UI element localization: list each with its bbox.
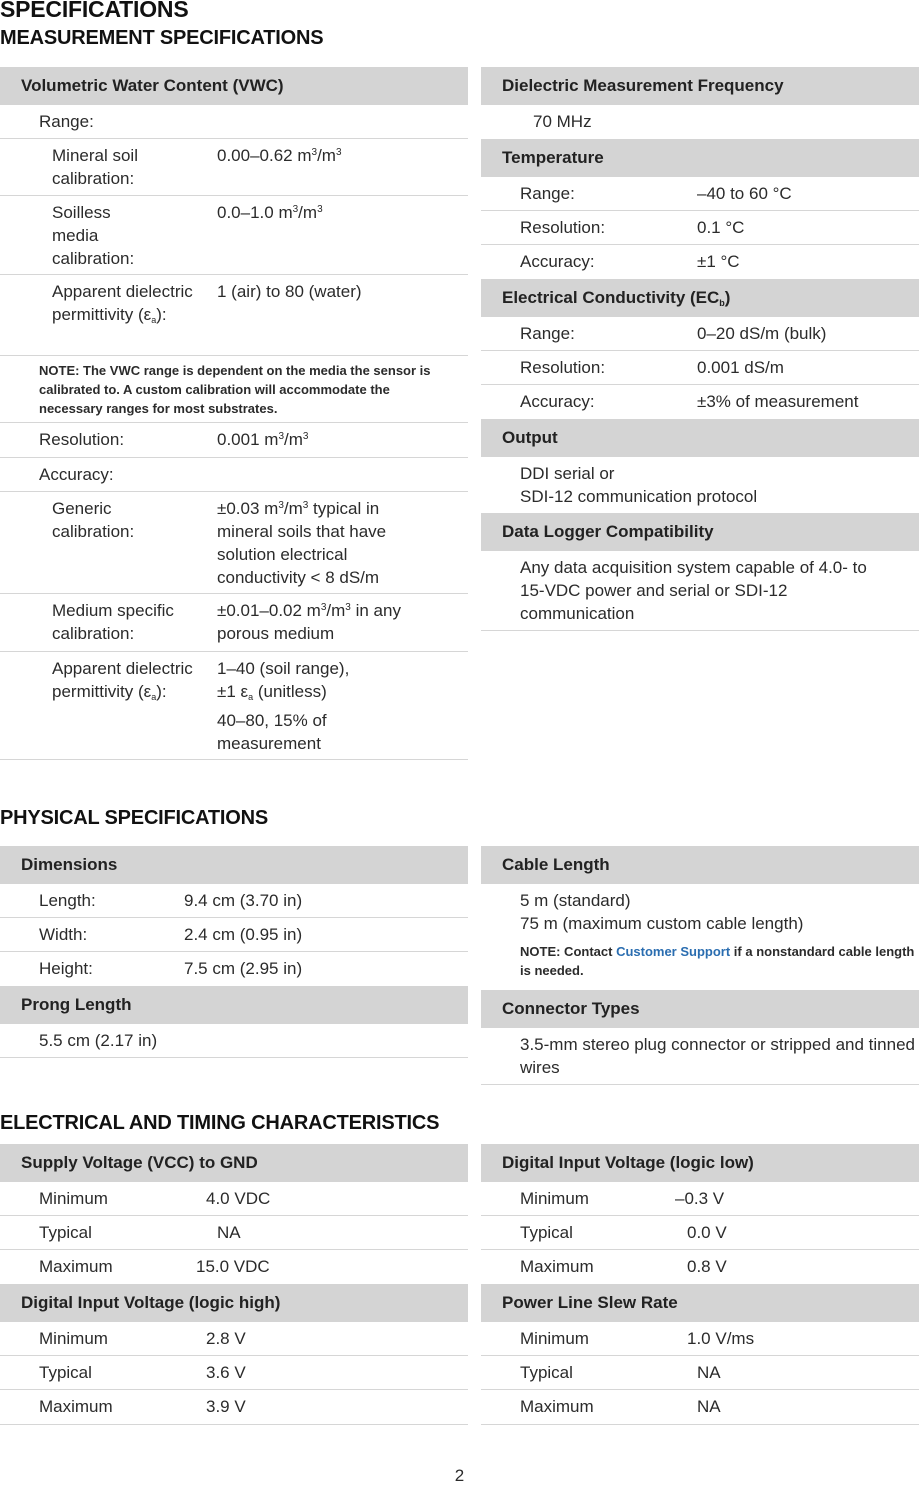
temperature-resolution-label: Resolution: [520,218,606,237]
dimension-height-label: Height: [39,959,93,978]
vwc-permittivity-label: Apparent dielectric permittivity $(\varepsilon_a)$: [52,282,193,325]
dimension-length-value: 9.4 cm (3.70 in) [184,891,303,910]
vwc-resolution-row [0,423,468,458]
slew-row [481,1322,919,1356]
slew-typ-value: NA [697,1363,721,1382]
connector-row [481,1028,919,1085]
logic-low-typ-value: 0.0 V [687,1223,727,1242]
supply-row [0,1250,468,1284]
vwc-permittivity-row [0,275,468,356]
supply-row [0,1182,468,1216]
logic-high-row [0,1390,468,1425]
vwc-mineral-label: Mineral soil calibration: [52,146,138,188]
slew-min-value: 1.0 V/ms [687,1329,755,1348]
dimension-row [0,952,468,986]
logic-high-max-label: Maximum [39,1397,113,1416]
electrical-left-column [0,1144,468,1425]
vwc-permittivity-value: 1 (air) to 80 (water) [217,282,362,301]
temperature-row [481,211,919,245]
temperature-title: Temperature [481,139,919,177]
vwc-generic-label: Generic calibration: [52,499,135,541]
ec-accuracy-value: ±3% of measurement [697,392,859,411]
customer-support-link[interactable]: Customer Support [616,944,731,959]
page-number: 2 [454,1466,465,1485]
vwc-title: Volumetric Water Content (VWC) [0,67,468,105]
vwc-note-row [0,356,468,423]
section-heading-measurement: MEASUREMENT SPECIFICATIONS [0,27,324,49]
vwc-resolution-label: Resolution: [39,430,125,449]
logic-high-row [0,1322,468,1356]
logic-low-min-value: –0.3 V [675,1189,725,1208]
output-value: DDI serial or SDI-12 communication protocol [520,464,758,506]
vwc-accuracy-label: Accuracy: [39,465,114,484]
vwc-resolution-value: 0.001 $m^3/m^3$ [217,430,309,449]
logic-low-row [481,1216,919,1250]
vwc-medium-label: Medium specific calibration: [52,601,174,643]
dielectric-row [481,105,919,139]
supply-max-label: Maximum [39,1257,113,1276]
logic-high-typ-value: 3.6 V [206,1363,246,1382]
section-heading-physical: PHYSICAL SPECIFICATIONS [0,807,269,829]
dimension-row [0,884,468,918]
datalogger-row [481,551,919,631]
logic-high-typ-label: Typical [39,1363,92,1382]
logic-low-max-label: Maximum [520,1257,594,1276]
datalogger-value: Any data acquisition system capable of 4.0- to 15-VDC power and serial or SDI-12 communication [520,558,867,623]
slew-max-value: NA [697,1397,721,1416]
ec-row [481,351,919,385]
vwc-range-label: Range: [39,112,94,131]
vwc-table [0,67,468,760]
vwc-soilless-row [0,196,468,275]
ec-title: Electrical Conductivity $(EC_b)$ [481,279,919,317]
prong-title: Prong Length [0,986,468,1024]
cable-note: NOTE: Contact Customer Support if a nonstandard cable length is needed. [520,944,915,978]
output-title: Output [481,419,919,457]
cable-title: Cable Length [481,846,919,884]
temperature-row [481,245,919,279]
physical-right-column [481,846,919,1085]
dimensions-title: Dimensions [0,846,468,884]
ec-range-label: Range: [520,324,575,343]
logic-low-min-label: Minimum [520,1189,589,1208]
logic-high-row [0,1356,468,1390]
cable-value: 5 m (standard) 75 m (maximum custom cable length) [520,891,804,933]
slew-title: Power Line Slew Rate [481,1284,919,1322]
vwc-mineral-value: 0.00–0.62 $m^3/m^3$ [217,146,342,165]
slew-min-label: Minimum [520,1329,589,1348]
dimension-width-label: Width: [39,925,88,944]
temperature-row [481,177,919,211]
logic-high-max-value: 3.9 V [206,1397,246,1416]
vwc-generic-row [0,492,468,594]
logic-low-row [481,1182,919,1216]
electrical-right-column [481,1144,919,1425]
ec-range-value: 0–20 dS/m (bulk) [697,324,827,343]
supply-min-label: Minimum [39,1189,108,1208]
output-row [481,457,919,513]
dielectric-title: Dielectric Measurement Frequency [481,67,919,105]
datalogger-title: Data Logger Compatibility [481,513,919,551]
temperature-range-value: –40 to 60 °C [697,184,792,203]
vwc-soilless-value: 0.0–1.0 $m^3/m^3$ [217,203,323,222]
ec-row [481,317,919,351]
connector-value: 3.5-mm stereo plug connector or stripped and tinned wires [520,1035,916,1077]
logic-low-typ-label: Typical [520,1223,573,1242]
logic-high-min-label: Minimum [39,1329,108,1348]
ec-resolution-value: 0.001 dS/m [697,358,784,377]
vwc-note: NOTE: The VWC range is dependent on the media the sensor is calibrated to. A custom calibration will accommodate the necessary ranges for most substrates. [39,363,431,416]
temperature-range-label: Range: [520,184,575,203]
vwc-permittivity-accuracy-value: 1–40 (soil range), ±1 $\varepsilon_a$ (unitless) 40–80, 15% of measurement [217,659,350,753]
vwc-soilless-label: Soilless media calibration: [52,203,135,268]
logic-high-title: Digital Input Voltage (logic high) [0,1284,468,1322]
logic-low-max-value: 0.8 V [687,1257,727,1276]
prong-row [0,1024,468,1058]
prong-value: 5.5 cm (2.17 in) [39,1031,158,1050]
dielectric-value: 70 MHz [533,112,592,131]
temperature-accuracy-label: Accuracy: [520,252,595,271]
vwc-permittivity-accuracy-row [0,652,468,760]
vwc-generic-value: ±0.03 $m^3/m^3$ typical in mineral soils that have solution electrical conductivity < 8 dS/m [217,499,387,587]
vwc-medium-row [0,594,468,652]
supply-row [0,1216,468,1250]
vwc-range-row [0,105,468,139]
temperature-resolution-value: 0.1 °C [697,218,745,237]
vwc-mineral-row [0,139,468,196]
ec-row [481,385,919,419]
connector-title: Connector Types [481,990,919,1028]
supply-typ-label: Typical [39,1223,92,1242]
section-heading-electrical: ELECTRICAL AND TIMING CHARACTERISTICS [0,1112,440,1134]
temperature-accuracy-value: ±1 °C [697,252,740,271]
vwc-accuracy-row [0,458,468,492]
dimension-width-value: 2.4 cm (0.95 in) [184,925,303,944]
dimension-row [0,918,468,952]
dimension-height-value: 7.5 cm (2.95 in) [184,959,303,978]
slew-row [481,1356,919,1390]
supply-max-value: 15.0 VDC [196,1257,270,1276]
logic-low-row [481,1250,919,1284]
ec-accuracy-label: Accuracy: [520,392,595,411]
physical-left-column [0,846,468,1058]
dimension-length-label: Length: [39,891,96,910]
slew-typ-label: Typical [520,1363,573,1382]
logic-high-min-value: 2.8 V [206,1329,246,1348]
measurement-right-column [481,67,919,631]
vwc-permittivity-accuracy-label: Apparent dielectric permittivity $(\varepsilon_a)$: [52,659,193,702]
cable-row [481,884,919,990]
supply-min-value: 4.0 VDC [206,1189,271,1208]
slew-max-label: Maximum [520,1397,594,1416]
page-title: SPECIFICATIONS [0,0,189,22]
slew-row [481,1390,919,1425]
logic-low-title: Digital Input Voltage (logic low) [481,1144,919,1182]
vwc-medium-value: ±0.01–0.02 $m^3/m^3$ in any porous medium [217,601,401,643]
ec-resolution-label: Resolution: [520,358,606,377]
supply-title: Supply Voltage (VCC) to GND [0,1144,468,1182]
supply-typ-value: NA [217,1223,241,1242]
